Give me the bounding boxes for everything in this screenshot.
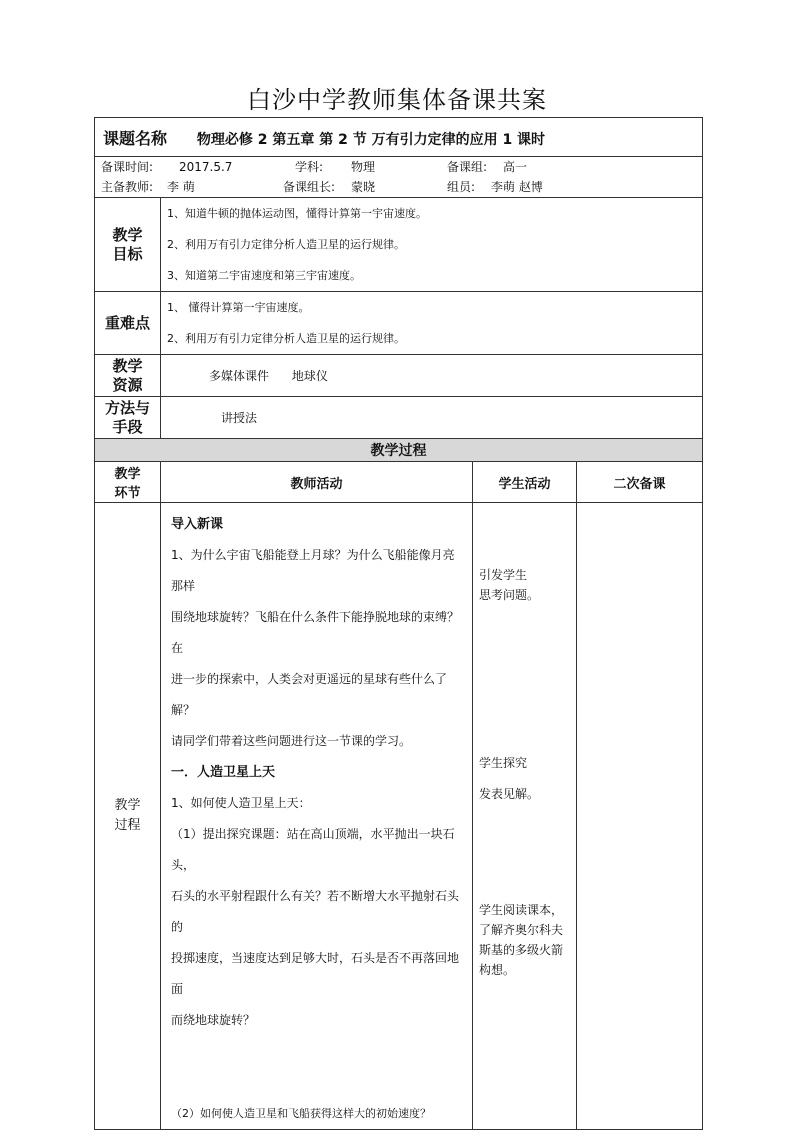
intro-line: 1、为什么宇宙飞船能登上月球？为什么飞船能像月亮那样 xyxy=(171,548,455,593)
col-student-header: 学生活动 xyxy=(473,462,577,503)
group-leader-label: 备课组长: xyxy=(283,180,336,194)
key-point-item: 2、利用万有引力定律分析人造卫星的运行规律。 xyxy=(167,332,405,345)
group-label: 备课组: xyxy=(447,160,488,174)
process-band xyxy=(95,439,703,462)
topic-label: 课题名称 xyxy=(103,128,168,148)
process-band-title: 教学过程 xyxy=(95,439,703,462)
student-activity-3: 构想。 xyxy=(479,963,516,977)
question-1-line: （1）提出探究课题：站在高山顶端，水平抛出一块石头， xyxy=(171,827,455,872)
student-activity-2: 学生探究 xyxy=(479,756,528,770)
intro-heading: 导入新课 xyxy=(171,517,224,532)
process-body-row xyxy=(95,503,703,1130)
student-activity-1: 引发学生 xyxy=(479,568,528,582)
topic-row xyxy=(95,118,703,157)
methods-content: 讲授法 xyxy=(161,397,703,439)
goals-row xyxy=(95,198,703,292)
group-leader-value: 蒙晓 xyxy=(351,180,376,194)
key-points-content xyxy=(161,292,703,355)
question-2: （2）如何使人造卫星和飞船获得这样大的初始速度？ xyxy=(171,1107,431,1120)
key-point-item: 1、 懂得计算第一宇宙速度。 xyxy=(167,301,310,314)
goal-item: 2、利用万有引力定律分析人造卫星的运行规律。 xyxy=(167,238,405,251)
key-points-label: 重难点 xyxy=(95,292,161,355)
members-label: 组员: xyxy=(447,180,476,194)
document-title: 白沙中学教师集体备课共案 xyxy=(247,86,547,114)
teacher-activity-cell xyxy=(161,503,473,1130)
main-teacher-value: 李 萌 xyxy=(167,180,195,194)
main-teacher-label: 主备教师: xyxy=(101,180,154,194)
resources-content: 多媒体课件 地球仪 xyxy=(161,355,703,397)
key-points-row xyxy=(95,292,703,355)
student-activity-3: 斯基的多级火箭 xyxy=(479,943,564,957)
goal-item: 3、知道第二宇宙速度和第三宇宙速度。 xyxy=(167,269,361,282)
prep-time-label: 备课时间: xyxy=(101,160,154,174)
goals-content xyxy=(161,198,703,292)
col-stage-header: 教学 环节 xyxy=(95,462,161,503)
info-row xyxy=(95,157,703,198)
student-activity-2: 发表见解。 xyxy=(479,787,540,801)
intro-line: 请同学们带着这些问题进行这一节课的学习。 xyxy=(171,734,412,748)
student-activity-1: 思考问题。 xyxy=(479,588,540,602)
question-1-line: 石头的水平射程跟什么有关？若不断增大水平抛射石头的 xyxy=(171,889,460,934)
stage-cell: 教学 过程 xyxy=(95,503,161,1130)
subject-label: 学科: xyxy=(295,160,324,174)
lesson-plan-table xyxy=(94,117,703,1130)
intro-line: 进一步的探索中，人类会对更遥远的星球有些什么了解？ xyxy=(171,672,448,717)
student-activity-cell xyxy=(473,503,577,1130)
col-teacher-header: 教师活动 xyxy=(161,462,473,503)
goal-item: 1、知道牛顿的抛体运动图，懂得计算第一宇宙速度。 xyxy=(167,207,427,220)
info-line-2 xyxy=(95,177,702,197)
members-value: 李萌 赵博 xyxy=(491,180,543,194)
methods-label: 方法与 手段 xyxy=(95,397,161,439)
second-prep-cell xyxy=(577,503,703,1130)
student-activity-3: 学生阅读课本， xyxy=(479,903,564,917)
topic-text: 物理必修 2 第五章 第 2 节 万有引力定律的应用 1 课时 xyxy=(196,131,546,148)
resources-label: 教学 资源 xyxy=(95,355,161,397)
goals-label: 教学 目标 xyxy=(95,198,161,292)
group-value: 高一 xyxy=(503,160,528,174)
process-header-row xyxy=(95,462,703,503)
subject-value: 物理 xyxy=(351,160,376,174)
info-line-1 xyxy=(95,157,702,177)
question-intro: 1、如何使人造卫星上天： xyxy=(171,796,311,810)
question-1-line: 投掷速度，当速度达到足够大时，石头是否不再落回地面 xyxy=(171,951,460,996)
methods-row xyxy=(95,397,703,439)
intro-line: 围绕地球旋转？飞船在什么条件下能挣脱地球的束缚？在 xyxy=(171,610,460,655)
student-activity-3: 了解齐奥尔科夫 xyxy=(479,923,564,937)
section-heading: 一．人造卫星上天 xyxy=(171,765,276,780)
prep-time-value: 2017.5.7 xyxy=(179,160,233,174)
question-1-line: 而绕地球旋转？ xyxy=(171,1013,256,1027)
col-second-header: 二次备课 xyxy=(577,462,703,503)
resources-row xyxy=(95,355,703,397)
